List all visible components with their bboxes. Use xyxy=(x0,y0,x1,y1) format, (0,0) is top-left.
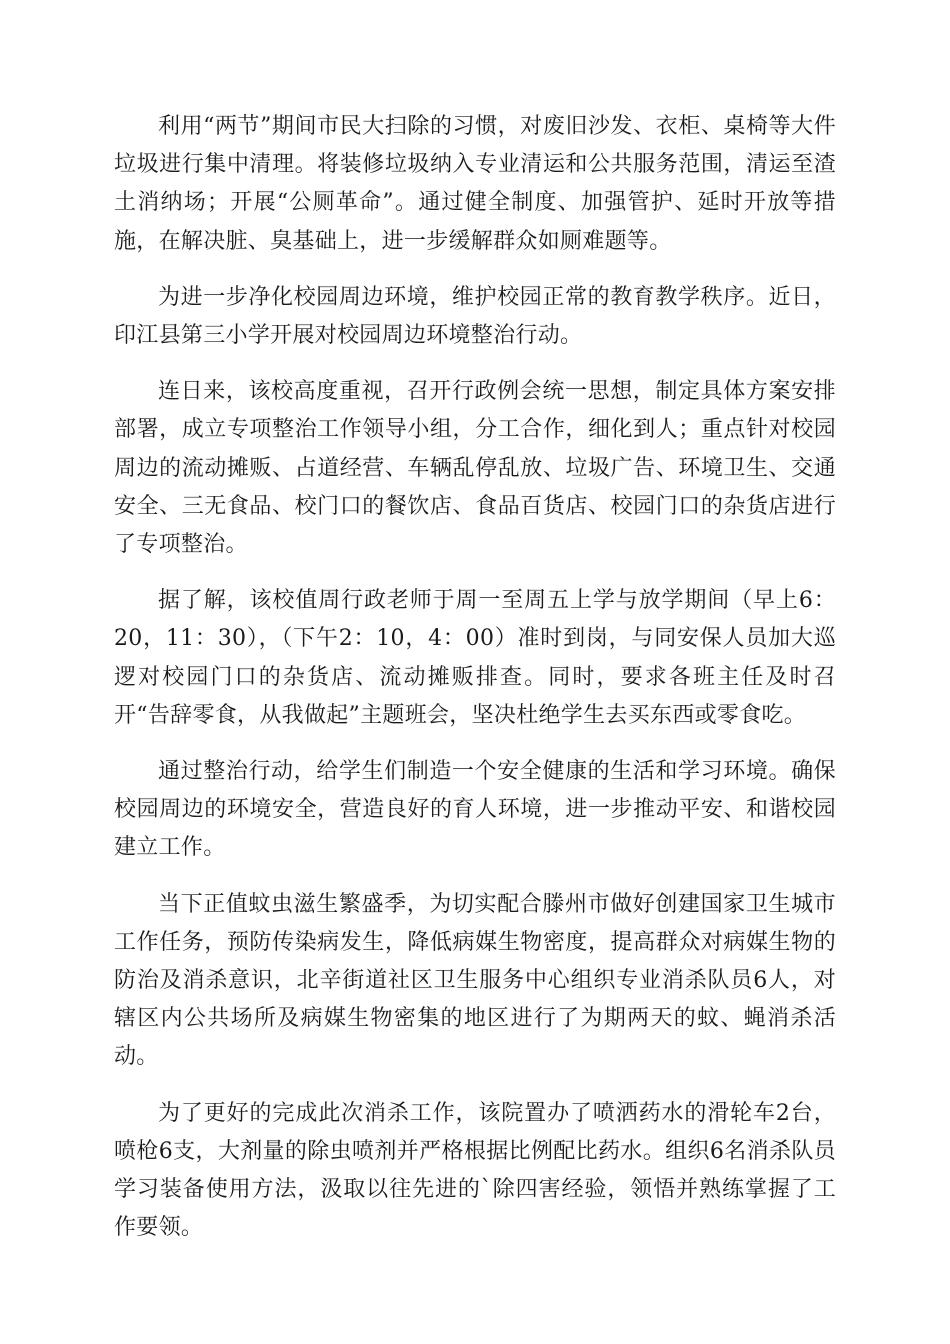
paragraph-7: 为了更好的完成此次消杀工作，该院置办了喷洒药水的滑轮车2台，喷枪6支，大剂量的除虫喷剂并严格根据比例配比药水。组织6名消杀队员学习装备使用方法，汲取以往先进的`除四害经验，领悟并熟练掌握了工作要领。 xyxy=(114,1100,836,1241)
paragraph-5: 通过整治行动，给学生们制造一个安全健康的生活和学习环境。确保校园周边的环境安全，营造良好的育人环境，进一步推动平安、和谐校园建立工作。 xyxy=(114,759,836,861)
paragraph-3: 连日来，该校高度重视，召开行政例会统一思想，制定具体方案安排部署，成立专项整治工作领导小组，分工合作，细化到人；重点针对校园周边的流动摊贩、占道经营、车辆乱停乱放、垃圾广告、环境卫生、交通安全、三无食品、校门口的餐饮店、食品百货店、校园门口的杂货店进行了专项整治。 xyxy=(114,379,836,558)
paragraph-4: 据了解，该校值周行政老师于周一至周五上学与放学期间（早上6：20，11：30），（下午2：10，4：00）准时到岗，与同安保人员加大巡逻对校园门口的杂货店、流动摊贩排查。同时，要求各班主任及时召开“告辞零食，从我做起”主题班会，坚决杜绝学生去买东西或零食吃。 xyxy=(114,588,836,728)
document-body xyxy=(114,108,836,1265)
paragraph-1: 利用“两节”期间市民大扫除的习惯，对废旧沙发、衣柜、桌椅等大件垃圾进行集中清理。将装修垃圾纳入专业清运和公共服务范围，清运至渣土消纳场；开展“公厕革命”。通过健全制度、加强管护、延时开放等措施，在解决脏、臭基础上，进一步缓解群众如厕难题等。 xyxy=(114,114,836,254)
paragraph-2: 为进一步净化校园周边环境，维护校园正常的教育教学秩序。近日，印江县第三小学开展对校园周边环境整治行动。 xyxy=(114,284,836,349)
paragraph-6: 当下正值蚊虫滋生繁盛季，为切实配合滕州市做好创建国家卫生城市工作任务，预防传染病发生，降低病媒生物密度，提高群众对病媒生物的防治及消杀意识，北辛街道社区卫生服务中心组织专业消杀队员6人，对辖区内公共场所及病媒生物密集的地区进行了为期两天的蚊、蝇消杀活动。 xyxy=(114,891,836,1070)
